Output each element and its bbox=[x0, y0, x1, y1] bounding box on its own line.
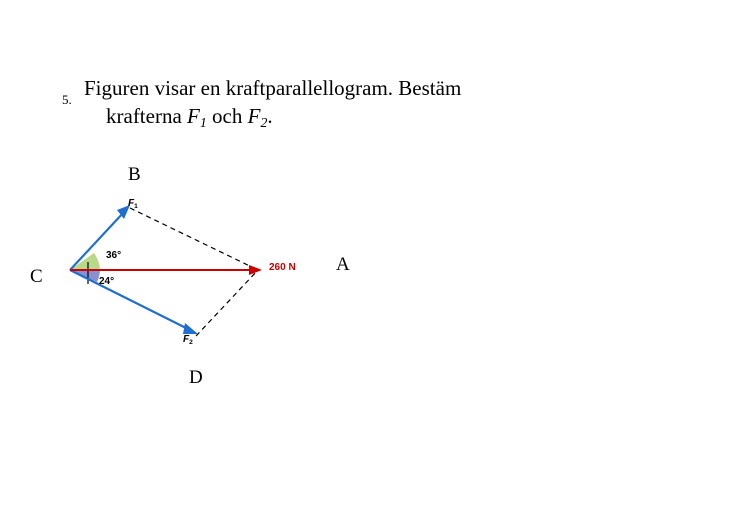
force-parallelogram-figure bbox=[0, 150, 751, 410]
vector-f2-arrowhead bbox=[183, 323, 198, 334]
vector-label-f1: $F_1$ bbox=[128, 198, 138, 210]
vertex-label-a: A bbox=[336, 254, 350, 275]
question-line-1: Figuren visar en kraftparallellogram. Bestäm bbox=[84, 76, 462, 100]
vertex-label-b: B bbox=[128, 164, 141, 185]
vector-label-resultant: 260 N bbox=[269, 262, 296, 273]
question-line-2 bbox=[106, 102, 604, 137]
symbol-f2: $F_2$ bbox=[247, 104, 268, 130]
vector-label-f2: $F_2$ bbox=[183, 334, 193, 346]
vertex-label-c: C bbox=[30, 266, 43, 287]
vector-f2-line bbox=[70, 270, 190, 330]
question-text bbox=[84, 74, 604, 137]
angle-label-upper: 36° bbox=[106, 250, 122, 261]
angle-label-lower: 24° bbox=[99, 276, 115, 287]
angle-upper-sector bbox=[70, 253, 100, 270]
question-line-2-mid: och bbox=[206, 104, 248, 128]
symbol-f1: $F_1$ bbox=[187, 104, 207, 130]
vertex-label-d: D bbox=[189, 367, 203, 388]
dashed-line-b-a bbox=[130, 208, 258, 270]
vector-resultant-arrowhead bbox=[249, 265, 262, 275]
dashed-line-d-a bbox=[196, 270, 258, 336]
question-number: 5. bbox=[62, 92, 72, 107]
question-line-2-pre: krafterna bbox=[106, 104, 188, 128]
question-line-2-end: . bbox=[267, 104, 273, 128]
